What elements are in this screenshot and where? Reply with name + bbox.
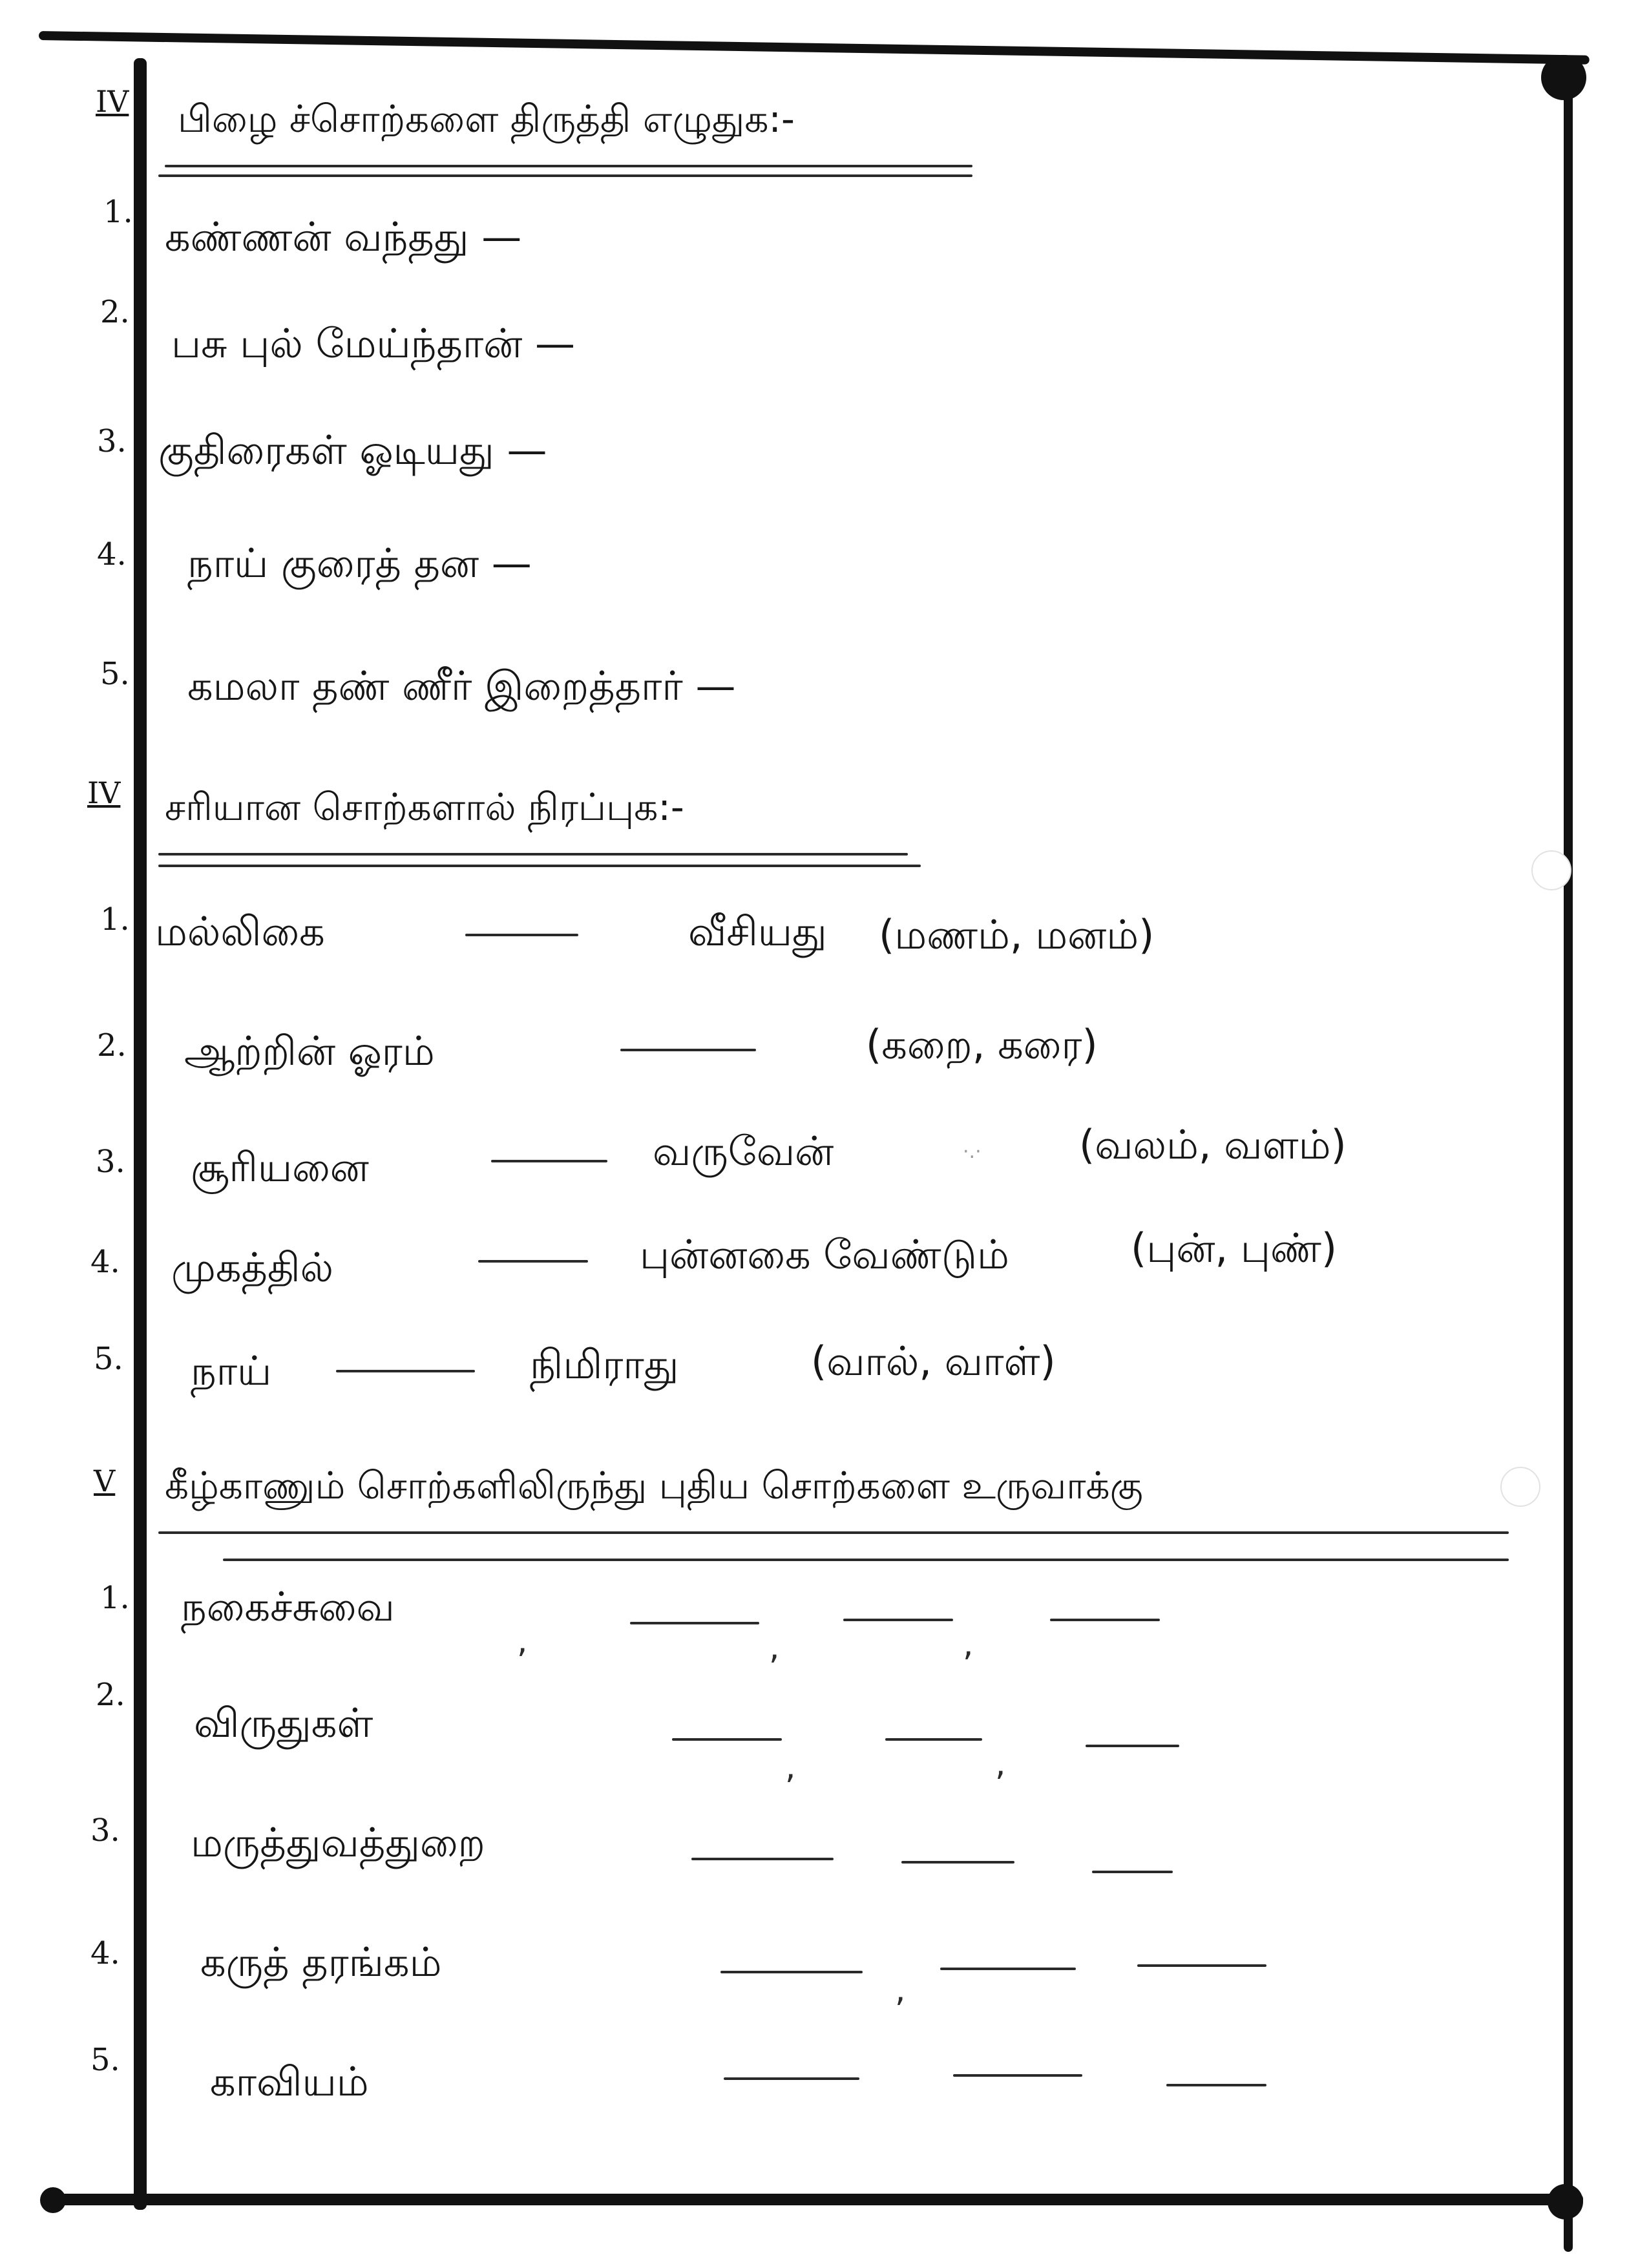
frame-bottom-border: [45, 2194, 1583, 2205]
section-heading: பிழை ச்சொற்களை திருத்தி எழுதுக:-: [178, 97, 795, 141]
item-number: 1.: [103, 194, 133, 230]
comma-mark: ,: [995, 1745, 1006, 1783]
item-number: 4.: [97, 536, 127, 572]
item-number: 2.: [100, 294, 130, 330]
answer-options: (வலம், வளம்): [1079, 1121, 1347, 1168]
sentence-text: பசு புல் மேய்ந்தான் —: [171, 320, 576, 367]
word-text: மருத்துவத்துறை: [191, 1819, 485, 1866]
section-number: IV: [96, 84, 129, 119]
comma-mark: ,: [963, 1625, 974, 1664]
fill-blank[interactable]: [1092, 1871, 1173, 1873]
fill-blank[interactable]: [720, 1971, 863, 1973]
sentence-after-blank: வீசியது: [688, 908, 827, 955]
frame-left-border: [134, 58, 147, 2210]
answer-options: (வால், வாள்): [811, 1338, 1056, 1385]
item-number: 3.: [96, 1144, 125, 1180]
item-number: 4.: [90, 1935, 120, 1971]
fill-blank[interactable]: [465, 934, 578, 936]
heading-underline: [158, 174, 972, 177]
item-number: 1.: [100, 1580, 130, 1616]
ink-blot: [1548, 2184, 1583, 2220]
fill-blank[interactable]: [1050, 1619, 1160, 1621]
fill-blank[interactable]: [724, 2077, 859, 2080]
word-text: கருத் தரங்கம்: [200, 1938, 442, 1986]
sentence-text: குதிரைகள் ஓடியது —: [158, 426, 547, 474]
fill-blank[interactable]: [1137, 1964, 1266, 1967]
sentence-after-blank: புன்னகை வேண்டும்: [640, 1231, 1009, 1278]
heading-underline: [165, 165, 972, 167]
comma-mark: ,: [895, 1971, 906, 2010]
section-heading: கீழ்காணும் சொற்களிலிருந்து புதிய சொற்களை உருவாக்கு: [165, 1464, 1143, 1507]
sentence-text: ஆற்றின் ஓரம்: [184, 1027, 435, 1075]
sentence-text: முகத்தில்: [171, 1244, 334, 1291]
fill-blank[interactable]: [478, 1260, 588, 1263]
fill-blank[interactable]: [843, 1619, 953, 1621]
comma-mark: ,: [785, 1748, 796, 1787]
sentence-text: மல்லிகை: [155, 908, 325, 955]
answer-options: (மணம், மனம்): [879, 911, 1155, 958]
item-number: 4.: [90, 1244, 120, 1280]
comma-mark: ,: [517, 1622, 528, 1661]
heading-underline: [158, 1531, 1509, 1534]
fill-blank[interactable]: [691, 1858, 834, 1860]
word-text: காவியம்: [210, 2058, 369, 2105]
sentence-after-blank: வருவேன்: [653, 1128, 834, 1175]
heading-underline: [158, 853, 908, 856]
sentence-text: நாய்: [191, 1347, 272, 1394]
fill-blank[interactable]: [1086, 1745, 1179, 1747]
fill-blank[interactable]: [901, 1861, 1014, 1864]
item-number: 3.: [90, 1812, 120, 1849]
fill-blank[interactable]: [630, 1622, 759, 1624]
fill-blank[interactable]: [336, 1370, 475, 1372]
fill-blank[interactable]: [953, 2074, 1082, 2077]
sentence-after-blank: நிமிராது: [530, 1341, 679, 1388]
fill-blank[interactable]: [940, 1968, 1076, 1970]
item-number: 5.: [100, 656, 130, 692]
item-number: 2.: [96, 1677, 125, 1713]
item-number: 3.: [97, 423, 127, 459]
word-text: நகைச்சுவை: [181, 1583, 395, 1630]
stray-mark: ·.·: [963, 1140, 982, 1163]
comma-mark: ,: [769, 1628, 780, 1667]
sentence-text: கமலா தண் ணீர் இறைத்தார் —: [187, 662, 736, 709]
heading-underline: [158, 865, 921, 867]
ink-blot: [40, 2187, 66, 2213]
section-number: V: [94, 1464, 116, 1498]
sentence-text: சூரியனை: [191, 1144, 369, 1191]
fill-blank[interactable]: [620, 1049, 756, 1051]
section-heading: சரியான சொற்களால் நிரப்புக:-: [165, 785, 684, 829]
frame-right-border: [1564, 68, 1573, 2252]
item-number: 1.: [100, 901, 130, 938]
answer-options: (கறை, கரை): [866, 1021, 1098, 1068]
item-number: 2.: [97, 1027, 127, 1064]
ink-blot: [1541, 55, 1586, 100]
punch-hole: [1531, 850, 1571, 890]
fill-blank[interactable]: [1166, 2084, 1266, 2086]
frame-top-border: [39, 31, 1590, 65]
sentence-text: கண்ணன் வந்தது —: [165, 213, 522, 260]
item-number: 5.: [90, 2042, 120, 2078]
item-number: 5.: [94, 1341, 123, 1377]
punch-hole: [1500, 1467, 1540, 1507]
fill-blank[interactable]: [672, 1738, 782, 1741]
section-number: IV: [87, 775, 121, 810]
word-text: விருதுகள்: [194, 1699, 373, 1747]
sentence-text: நாய் குரைத் தன —: [187, 540, 532, 587]
fill-blank[interactable]: [491, 1160, 607, 1162]
heading-underline: [223, 1559, 1509, 1561]
answer-options: (புன், புண்): [1131, 1224, 1338, 1272]
fill-blank[interactable]: [885, 1738, 982, 1741]
